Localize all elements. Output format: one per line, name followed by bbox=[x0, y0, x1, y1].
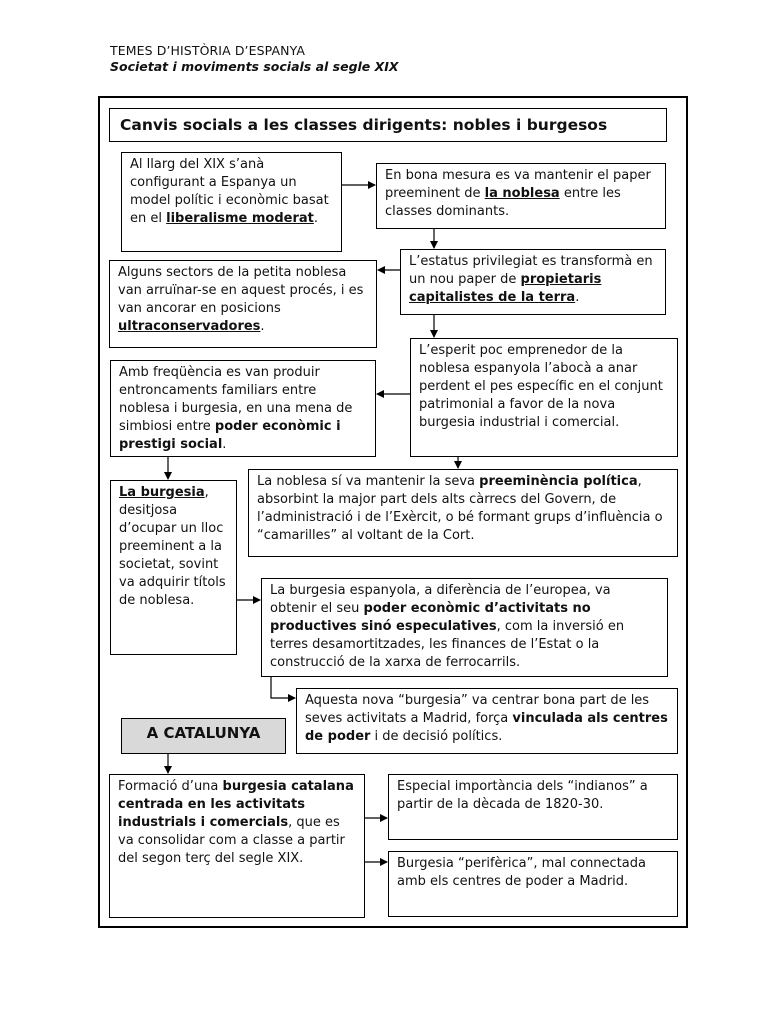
box-text: Especial importància dels “indianos” a partir de la dècada de 1820-30. bbox=[397, 779, 648, 812]
box-keyword: ultraconservadores bbox=[118, 319, 261, 334]
box-text: , desitjosa d’ocupar un lloc preeminent a la societat, sovint va adquirir títols de noblesa. bbox=[119, 485, 226, 608]
box-text: En bona mesura es va mantenir el paper preeminent de bbox=[385, 168, 651, 201]
box-text: Aquesta nova “burgesia” va centrar bona part de les seves activitats a Madrid, força bbox=[305, 693, 650, 726]
box-text: , com la inversió en terres desamortitzades, les finances de l’Estat o la construcció de la xarxa de ferrocarrils. bbox=[270, 619, 625, 670]
arrow-9-to-10 bbox=[271, 677, 295, 698]
box-text: . bbox=[222, 437, 227, 452]
box-keyword: preeminència política bbox=[479, 474, 638, 489]
box-text: , que es va consolidar com a classe a partir del segon terç del segle XIX. bbox=[118, 815, 345, 866]
box-text: Amb freqüència es van produir entroncaments familiars entre noblesa i burgesia, en una mena de simbiosi entre bbox=[119, 365, 353, 434]
box-keyword: burgesia catalana centrada en les activitats industrials i comercials bbox=[118, 779, 354, 830]
box-text: , absorbint la major part dels alts càrrecs del Govern, de l’administració i de l’Exèrcit, o bé formant grups d’influència o “camarilles” al voltant de la Cort. bbox=[257, 474, 663, 543]
header-subject: TEMES D’HISTÒRIA D’ESPANYA bbox=[110, 43, 306, 58]
box-text: i de decisió polítics. bbox=[370, 729, 503, 744]
box-text: . bbox=[260, 319, 265, 334]
box-keyword: la noblesa bbox=[484, 186, 560, 201]
box-keyword: La burgesia bbox=[119, 485, 205, 500]
box-text: . bbox=[313, 211, 319, 226]
catalunya-label: A CATALUNYA bbox=[121, 718, 286, 754]
header-topic: Societat i moviments socials al segle XIX bbox=[110, 59, 399, 74]
box-text: La burgesia espanyola, a diferència de l’europea, va obtenir el seu bbox=[270, 583, 611, 616]
box-text: Formació d’una bbox=[118, 779, 223, 794]
box-text: Alguns sectors de la petita noblesa van arruïnar-se en aquest procés, i es van ancorar en posicions bbox=[118, 265, 364, 316]
box-text: . bbox=[575, 290, 580, 305]
box-keyword: poder econòmic d’activitats no productives sinó especulatives bbox=[270, 601, 591, 634]
box-text: Al llarg del XIX s’anà configurant a Espanya un model polític i econòmic basat en el bbox=[130, 157, 329, 226]
box-keyword: vinculada als centres de poder bbox=[305, 711, 668, 744]
box-keyword: poder econòmic i prestigi social bbox=[119, 419, 341, 452]
diagram-title: Canvis socials a les classes dirigents: nobles i burgesos bbox=[109, 108, 667, 142]
box-keyword: liberalisme moderat bbox=[166, 211, 314, 226]
box-text: L’esperit poc emprenedor de la noblesa espanyola l’abocà a anar perdent el pes específic en el conjunt patrimonial a favor de la nova burgesia industrial i comercial. bbox=[419, 343, 663, 430]
box-text: L’estatus privilegiat es transformà en un nou paper de bbox=[409, 254, 653, 287]
box-keyword: propietaris capitalistes de la terra bbox=[409, 272, 602, 305]
box-text: entre les classes dominants. bbox=[385, 186, 621, 219]
box-text: La noblesa sí va mantenir la seva bbox=[257, 474, 480, 489]
box-text: Burgesia “perifèrica”, mal connectada amb els centres de poder a Madrid. bbox=[397, 856, 646, 889]
